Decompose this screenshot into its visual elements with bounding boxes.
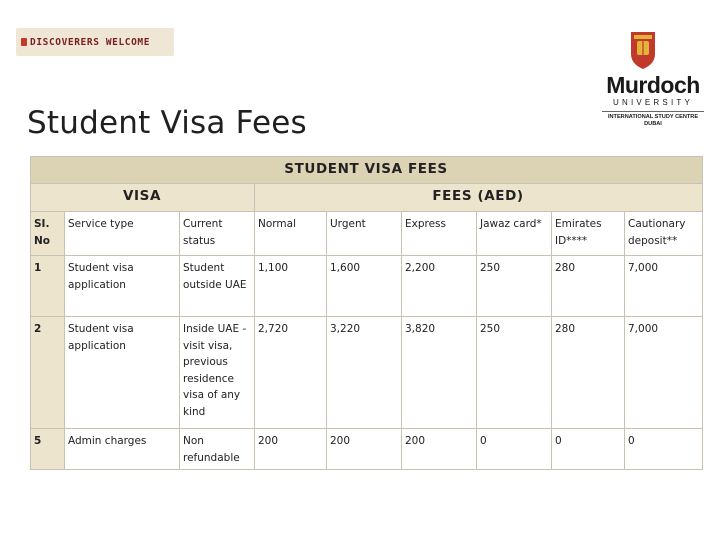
table-cell: Inside UAE - visit visa, previous residence visa of any kind <box>180 317 255 429</box>
column-header: Normal <box>255 212 327 256</box>
table-caption: STUDENT VISA FEES <box>31 157 703 184</box>
table-cell: 7,000 <box>625 256 703 317</box>
table-cell: 5 <box>31 429 65 470</box>
table-cell: 1,600 <box>327 256 402 317</box>
column-header: SI. No <box>31 212 65 256</box>
table-cell: 2 <box>31 317 65 429</box>
table-cell: 2,720 <box>255 317 327 429</box>
column-header: Current status <box>180 212 255 256</box>
table-cell: 200 <box>327 429 402 470</box>
column-header-row <box>31 212 703 256</box>
table-row <box>31 256 703 317</box>
visa-fees-table <box>30 156 703 470</box>
table-group-row <box>31 184 703 212</box>
table-caption-row <box>31 157 703 184</box>
table-cell: 0 <box>625 429 703 470</box>
banner-text: DISCOVERERS WELCOME <box>30 37 151 48</box>
murdoch-crest-icon <box>629 30 657 70</box>
group-header-visa: VISA <box>31 184 255 212</box>
table-cell: Non refundable <box>180 429 255 470</box>
logo-centre: INTERNATIONAL STUDY CENTRE <box>607 114 699 120</box>
column-header: Cautionary deposit** <box>625 212 703 256</box>
table-cell: 1 <box>31 256 65 317</box>
table-cell: 3,220 <box>327 317 402 429</box>
logo-name: Murdoch <box>606 72 700 98</box>
logo-university: UNIVERSITY <box>612 98 693 107</box>
table-cell: 250 <box>477 317 552 429</box>
table-cell: Admin charges <box>65 429 180 470</box>
column-header: Service type <box>65 212 180 256</box>
group-header-fees: FEES (AED) <box>255 184 703 212</box>
logo-divider <box>602 111 704 112</box>
table-cell: Student visa application <box>65 317 180 429</box>
table-cell: 0 <box>477 429 552 470</box>
column-header: Emirates ID**** <box>552 212 625 256</box>
table-cell: 280 <box>552 256 625 317</box>
page-title: Student Visa Fees <box>27 105 307 141</box>
table-cell: 3,820 <box>402 317 477 429</box>
table-cell: 2,200 <box>402 256 477 317</box>
table-cell: Student visa application <box>65 256 180 317</box>
banner-mark-icon <box>21 38 27 46</box>
table-cell: 200 <box>255 429 327 470</box>
discoverers-welcome-banner <box>16 28 174 56</box>
column-header: Urgent <box>327 212 402 256</box>
table-cell: 1,100 <box>255 256 327 317</box>
table-cell: 250 <box>477 256 552 317</box>
table-row <box>31 429 703 470</box>
column-header: Jawaz card* <box>477 212 552 256</box>
column-header: Express <box>402 212 477 256</box>
table-cell: 200 <box>402 429 477 470</box>
table-cell: 0 <box>552 429 625 470</box>
table-cell: 280 <box>552 317 625 429</box>
table-cell: Student outside UAE <box>180 256 255 317</box>
logo-city: DUBAI <box>644 121 662 127</box>
table-row <box>31 317 703 429</box>
table-cell: 7,000 <box>625 317 703 429</box>
